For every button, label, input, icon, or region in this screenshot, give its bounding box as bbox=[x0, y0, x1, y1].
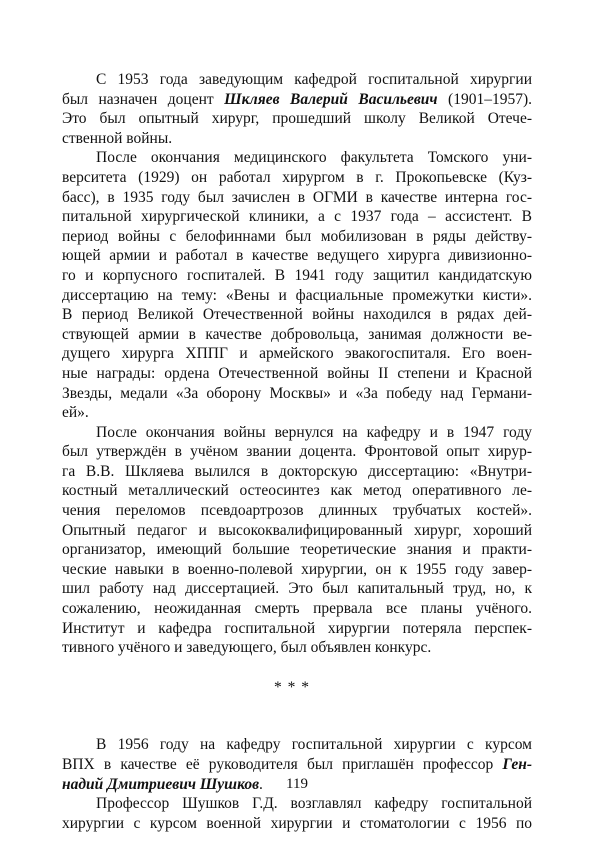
paragraph-shushkov-tenure bbox=[62, 794, 532, 833]
page-number: 119 bbox=[286, 776, 308, 792]
text-line: ей». bbox=[62, 404, 89, 422]
text-line: Это был опытный хирург, прошедший школу Великой Отече- bbox=[62, 110, 532, 128]
text-line: чения переломов псевдоартрозов длинных трубчатых костей». bbox=[62, 502, 532, 520]
paragraph-shklyaev-biography bbox=[62, 148, 532, 422]
text-line: питальной хирургической клиники, а с 1937 года – ассистент. В bbox=[62, 208, 532, 226]
text-line: ющей армии и работал в качестве ведущего хирурга дивизионно- bbox=[62, 247, 532, 265]
text-line: был утверждён в учёном звании доцента. Фронтовой опыт хирур- bbox=[62, 443, 532, 461]
text-segment: (1901–1957). bbox=[437, 90, 532, 108]
text-line: диссертацию на тему: «Вены и фасциальные промежутки кисти». bbox=[62, 286, 532, 304]
text-line: Институт и кафедра госпитальной хирургии потеряла перспек- bbox=[62, 619, 532, 637]
person-name: Шкляев Валерий Васильевич bbox=[224, 90, 438, 108]
text-line: го и корпусного госпиталей. В 1941 году защитил кандидатскую bbox=[62, 266, 532, 284]
person-name: Ген- bbox=[502, 756, 532, 773]
body-text bbox=[62, 70, 532, 833]
text-segment: . bbox=[259, 775, 263, 793]
text-line: С 1953 года заведующим кафедрой госпитальной хирургии bbox=[96, 71, 532, 88]
text-line: ственной войны. bbox=[62, 129, 173, 147]
text-line: костный металлический остеосинтез как метод оперативного ле- bbox=[62, 482, 532, 500]
text-line: шил работу над диссертацией. Это был капитальный труд, но, к bbox=[62, 580, 532, 598]
paragraph-shklyaev-dissertation bbox=[62, 423, 532, 658]
person-name: надий Дмитриевич Шушков bbox=[62, 775, 260, 793]
text-line: ствующей армии в качестве добровольца, занимая должности ве- bbox=[62, 325, 532, 343]
text-line: Профессор Шушков Г.Д. возглавлял кафедру госпитальной bbox=[96, 795, 532, 813]
text-line: период войны с белофиннами был мобилизован в ряды действу- bbox=[62, 227, 532, 245]
text-line: Опытный педагог и высококвалифицированный хирург, хороший bbox=[62, 521, 532, 539]
text-line: дущего хирурга ХППГ и армейского эвакогоспиталя. Его воен- bbox=[62, 345, 532, 363]
text-line: хирургии с курсом военной хирургии и стоматологии с 1956 по bbox=[62, 814, 532, 832]
text-line: В период Великой Отечественной войны находился в рядах дей- bbox=[62, 306, 532, 324]
text-line: В 1956 году на кафедру госпитальной хирургии с курсом bbox=[96, 736, 532, 754]
text-line: ные награды: ордена Отечественной войны II степени и Красной bbox=[62, 364, 532, 382]
section-separator: * * * bbox=[274, 678, 310, 696]
text-line: тивного учёного и заведующего, был объявлен конкурс. bbox=[62, 639, 432, 657]
text-line bbox=[62, 755, 532, 775]
paragraph-shklyaev-appointment bbox=[62, 70, 532, 148]
text-line: организатор, имеющий большие теоретические знания и практи- bbox=[62, 541, 532, 559]
text-line: После окончания войны вернулся на кафедру и в 1947 году bbox=[96, 423, 532, 441]
text-line: После окончания медицинского факультета Томского уни- bbox=[96, 149, 532, 167]
text-segment: был назначен доцент bbox=[62, 90, 225, 108]
text-line: верситета (1929) он работал хирургом в г. Прокопьевске (Куз- bbox=[62, 168, 532, 186]
text-line: сожалению, неожиданная смерть прервала все планы учёного. bbox=[62, 600, 532, 618]
text-line: басс), в 1935 году был зачислен в ОГМИ в качестве интерна гос- bbox=[62, 188, 532, 206]
text-line: га В.В. Шкляева вылился в докторскую диссертацию: «Внутри- bbox=[62, 462, 532, 480]
text-line: ческие навыки в военно-полевой хирургии, он к 1955 году завер- bbox=[62, 560, 532, 578]
text-line bbox=[62, 90, 532, 110]
text-segment: ВПХ в качестве её руководителя был приглашён профессор bbox=[62, 756, 503, 773]
text-line: Звезды, медали «За оборону Москвы» и «За победу над Германи- bbox=[62, 384, 532, 402]
